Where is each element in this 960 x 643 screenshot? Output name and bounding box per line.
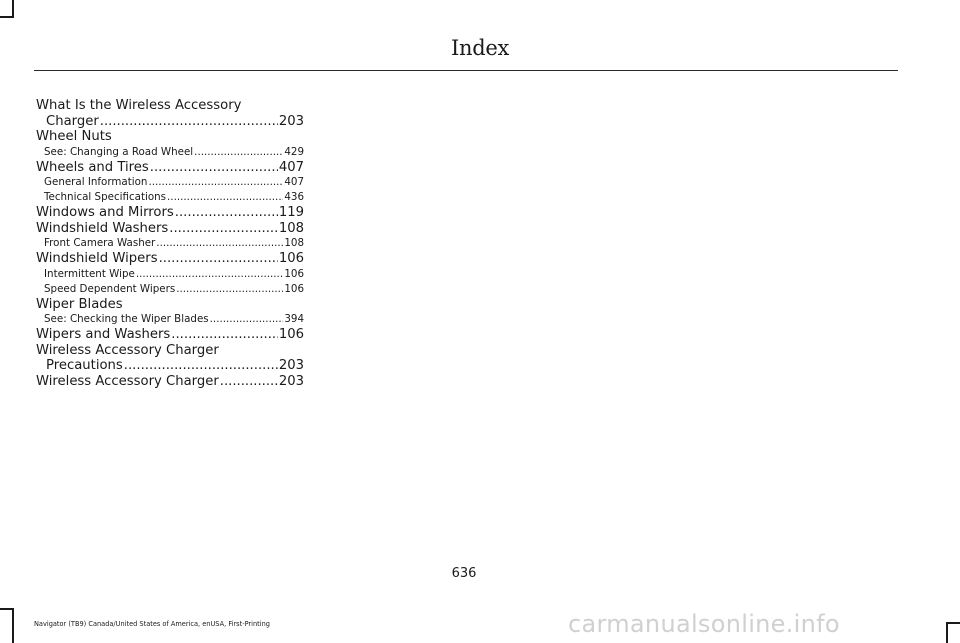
index-subentry-page: 394 [284, 313, 304, 325]
header-divider [34, 70, 898, 71]
index-entry-heading: Wiper Blades [36, 296, 123, 312]
dot-leader [156, 236, 283, 251]
dot-leader [194, 145, 283, 160]
index-subentry-label: See: Changing a Road Wheel [44, 145, 194, 158]
watermark: carmanualsonline.info [568, 610, 840, 638]
index-entry[interactable] [36, 205, 304, 221]
dot-leader [136, 267, 284, 282]
index-subentry[interactable] [36, 267, 304, 282]
index-entry-page: 106 [278, 327, 304, 342]
index-entry-page: 203 [278, 358, 304, 373]
index-entry-label: Wipers and Washers [36, 327, 171, 342]
index-entry-page: 203 [278, 373, 304, 389]
index-list [36, 98, 304, 389]
index-subentry[interactable] [36, 145, 304, 160]
dot-leader [175, 205, 278, 221]
dot-leader [220, 374, 278, 390]
index-subentry[interactable] [36, 236, 304, 251]
index-subentry-label: General Information [44, 176, 148, 188]
index-subentry-label: Front Camera Washer [44, 237, 156, 249]
index-subentry-page: 106 [284, 282, 304, 295]
index-entry[interactable] [36, 358, 304, 374]
page-number: 636 [451, 566, 477, 581]
dot-leader [171, 327, 278, 343]
crop-mark-bottom-left-horizontal [0, 608, 14, 610]
index-subentry[interactable] [36, 282, 304, 297]
index-entry[interactable] [36, 251, 304, 267]
index-entry-page: 203 [278, 113, 304, 129]
index-entry-label: Windshield Washers [36, 220, 169, 236]
index-entry-label: Wheels and Tires [36, 159, 149, 175]
dot-leader [124, 358, 278, 374]
crop-mark-bottom-left-vertical [12, 608, 14, 643]
crop-mark-bottom-right-vertical [946, 622, 948, 643]
index-entry[interactable] [36, 374, 304, 390]
index-entry-page: 119 [278, 205, 304, 220]
index-entry-label: Charger [46, 113, 99, 129]
index-entry-heading: What Is the Wireless Accessory [36, 98, 242, 113]
dot-leader [100, 114, 278, 130]
index-entry[interactable] [36, 114, 304, 130]
dot-leader [176, 282, 283, 297]
index-entry-label: Wireless Accessory Charger [36, 373, 219, 389]
index-subentry[interactable] [36, 175, 304, 190]
index-subentry-label: Technical Specifications [44, 191, 167, 203]
dot-leader [159, 251, 278, 267]
dot-leader [150, 160, 278, 176]
index-entry[interactable] [36, 221, 304, 237]
index-subentry[interactable] [36, 312, 304, 327]
page-title: Index [450, 36, 510, 60]
index-entry-heading: Wheel Nuts [36, 129, 112, 144]
index-subentry-page: 436 [284, 191, 304, 203]
index-subentry-page: 429 [284, 145, 304, 158]
index-entry[interactable] [36, 160, 304, 176]
index-entry-label: Windshield Wipers [36, 251, 158, 266]
index-subentry-page: 108 [284, 237, 304, 249]
crop-mark-bottom-right-horizontal [946, 622, 960, 624]
index-subentry-label: Speed Dependent Wipers [44, 282, 176, 295]
index-subentry-label: See: Checking the Wiper Blades [44, 313, 209, 325]
crop-mark-top-left-horizontal [0, 16, 14, 18]
index-entry[interactable] [36, 327, 304, 343]
dot-leader [210, 312, 284, 327]
index-subentry[interactable] [36, 190, 304, 205]
dot-leader [169, 221, 278, 237]
index-entry-label: Precautions [46, 358, 123, 373]
index-subentry-page: 407 [284, 176, 304, 188]
dot-leader [148, 175, 283, 190]
index-subentry-page: 106 [284, 267, 304, 280]
index-entry-page: 106 [278, 251, 304, 266]
dot-leader [167, 190, 283, 205]
index-entry-label: Windows and Mirrors [36, 205, 174, 220]
index-entry-page: 108 [278, 220, 304, 236]
index-entry-heading: Wireless Accessory Charger [36, 342, 219, 358]
index-entry-page: 407 [278, 159, 304, 175]
footer-note: Navigator (TB9) Canada/United States of America, enUSA, First-Printing [34, 620, 270, 628]
index-subentry-label: Intermittent Wipe [44, 267, 135, 280]
